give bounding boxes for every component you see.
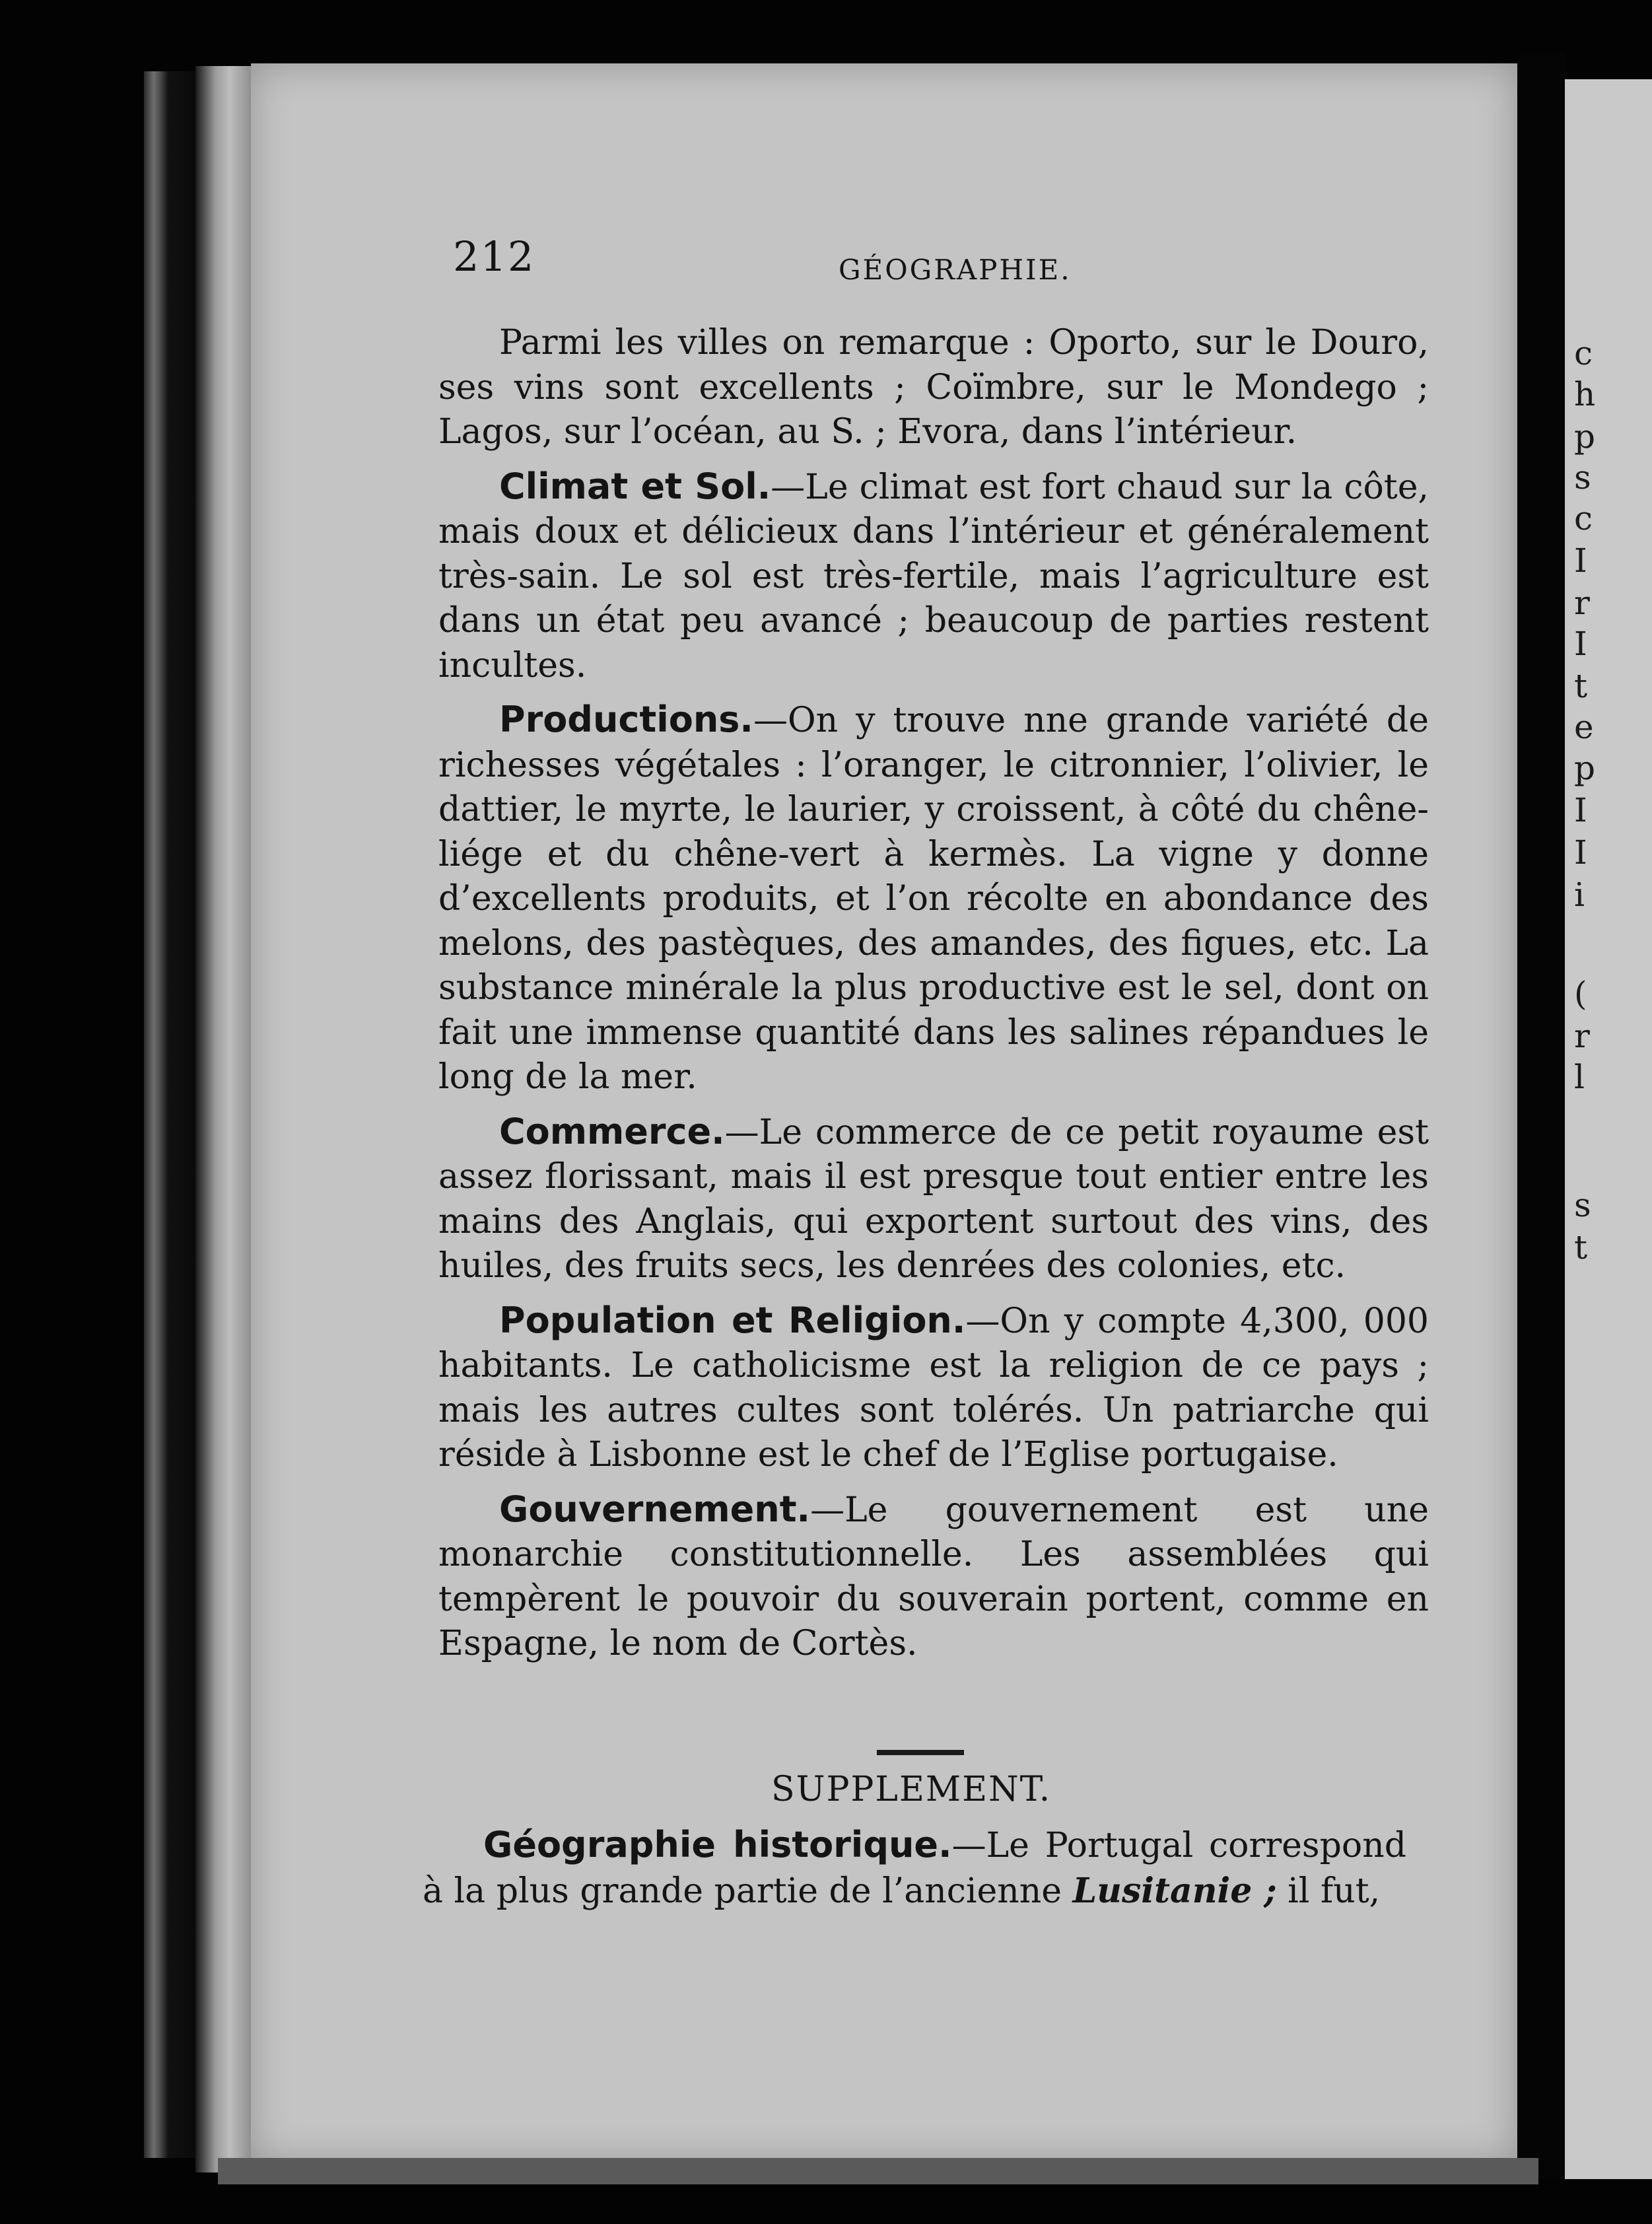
facing-page-fragment: p: [1574, 749, 1596, 787]
facing-page-fragment: r: [1574, 584, 1590, 622]
facing-page-fragment: s: [1574, 458, 1591, 497]
facing-page-fragment: t: [1574, 667, 1588, 705]
page-stack-edge: [195, 66, 252, 2172]
facing-page-fragment: p: [1574, 417, 1596, 456]
facing-page-fragment: t: [1574, 1228, 1588, 1267]
paragraph-text: Parmi les villes on remarque : Oporto, sur le Douro, ses vins sont excellents ; Coïmbre, sur le Mondego ; Lagos, sur l’océan, au S. ; Evora, dans l’intérieur.: [438, 323, 1429, 452]
facing-page-fragment: h: [1574, 375, 1596, 413]
paragraph-villes: [438, 321, 1429, 455]
paragraph-climat: [438, 464, 1429, 689]
section-heading: Population et Religion.: [499, 1299, 966, 1341]
section-heading: Gouvernement.: [499, 1488, 811, 1530]
facing-page-fragment: I: [1574, 833, 1587, 872]
paragraph-text: —On y compte 4,300, 000 habitants. Le catholicisme est la religion de ce pays ; mais les autres cultes sont tolérés. Un patriarche qui réside à Lisbonne est le chef de l’Eglise portugaise.: [438, 1301, 1429, 1475]
facing-page-fragment: c: [1574, 499, 1593, 538]
page-body: [438, 321, 1429, 1676]
facing-page-fragment: (: [1574, 975, 1587, 1013]
paragraph-productions: [438, 697, 1429, 1100]
paragraph-text: —Le gouvernement est une monarchie constitutionnelle. Les assemblées qui tempèrent le pouvoir du souverain portent, comme en Espagne, le nom de Cortès.: [438, 1490, 1429, 1663]
paragraph-text: —Le climat est fort chaud sur la côte, mais doux et délicieux dans l’intérieur et généralement très-sain. Le sol est très-fertile, mais l’agriculture est dans un état peu avancé ; beaucoup de parties restent incultes.: [438, 467, 1429, 685]
facing-page-fragment: I: [1574, 541, 1587, 580]
page-bottom-edge: [218, 2158, 1538, 2184]
facing-page-fragment: I: [1574, 791, 1587, 829]
book-spine-edge: [144, 71, 198, 2158]
paragraph-population: [438, 1298, 1429, 1478]
facing-page-fragment: r: [1574, 1017, 1590, 1055]
paragraph-gouvernement: [438, 1487, 1429, 1667]
section-heading: Géographie historique.: [483, 1824, 952, 1865]
supplement-body: [423, 1823, 1406, 1923]
italic-term: Lusitanie ;: [1072, 1870, 1277, 1911]
facing-page-fragment: e: [1574, 708, 1594, 746]
page-gutter: [1519, 53, 1565, 2179]
facing-page-fragment: l: [1574, 1058, 1585, 1096]
paragraph-commerce: [438, 1109, 1429, 1289]
facing-page-fragment: c: [1574, 334, 1593, 372]
paragraph-text: il fut,: [1276, 1871, 1381, 1911]
section-heading: Productions.: [499, 699, 753, 740]
paragraph-geographie-historique: [423, 1823, 1406, 1914]
paragraph-text: —On y trouve nne grande variété de richesses végétales : l’oranger, le citronnier, l’olivier, le dattier, le myrte, le laurier, y croissent, à côté du chêne-liége et du chêne-vert à kermès. La vigne y donne d’excellents produits, et l’on récolte en abondance des melons, des pastèques, des amandes, des figues, etc. La substance minérale la plus productive est le sel, dont on fait une immense quantité dans les salines répandues le long de la mer.: [438, 701, 1429, 1097]
supplement-title: SUPPLEMENT.: [771, 1770, 1052, 1809]
paragraph-text: —Le commerce de ce petit royaume est assez florissant, mais il est presque tout entier entre les mains des Anglais, qui exportent surtout des vins, des huiles, des fruits secs, les denrées des colonies, etc.: [438, 1112, 1429, 1286]
facing-page-fragment: I: [1574, 625, 1587, 663]
page-number: 212: [453, 232, 535, 281]
section-heading: Climat et Sol.: [499, 465, 771, 507]
facing-page-fragment: i: [1574, 876, 1585, 914]
running-title: GÉOGRAPHIE.: [839, 254, 1072, 286]
facing-page-edge: [1565, 79, 1652, 2179]
facing-page-fragment: s: [1574, 1186, 1591, 1224]
paragraph-text: —Le Portugal correspond à la plus grande partie de l’ancienne: [423, 1826, 1406, 1911]
section-divider: [877, 1750, 964, 1755]
section-heading: Commerce.: [499, 1110, 725, 1152]
